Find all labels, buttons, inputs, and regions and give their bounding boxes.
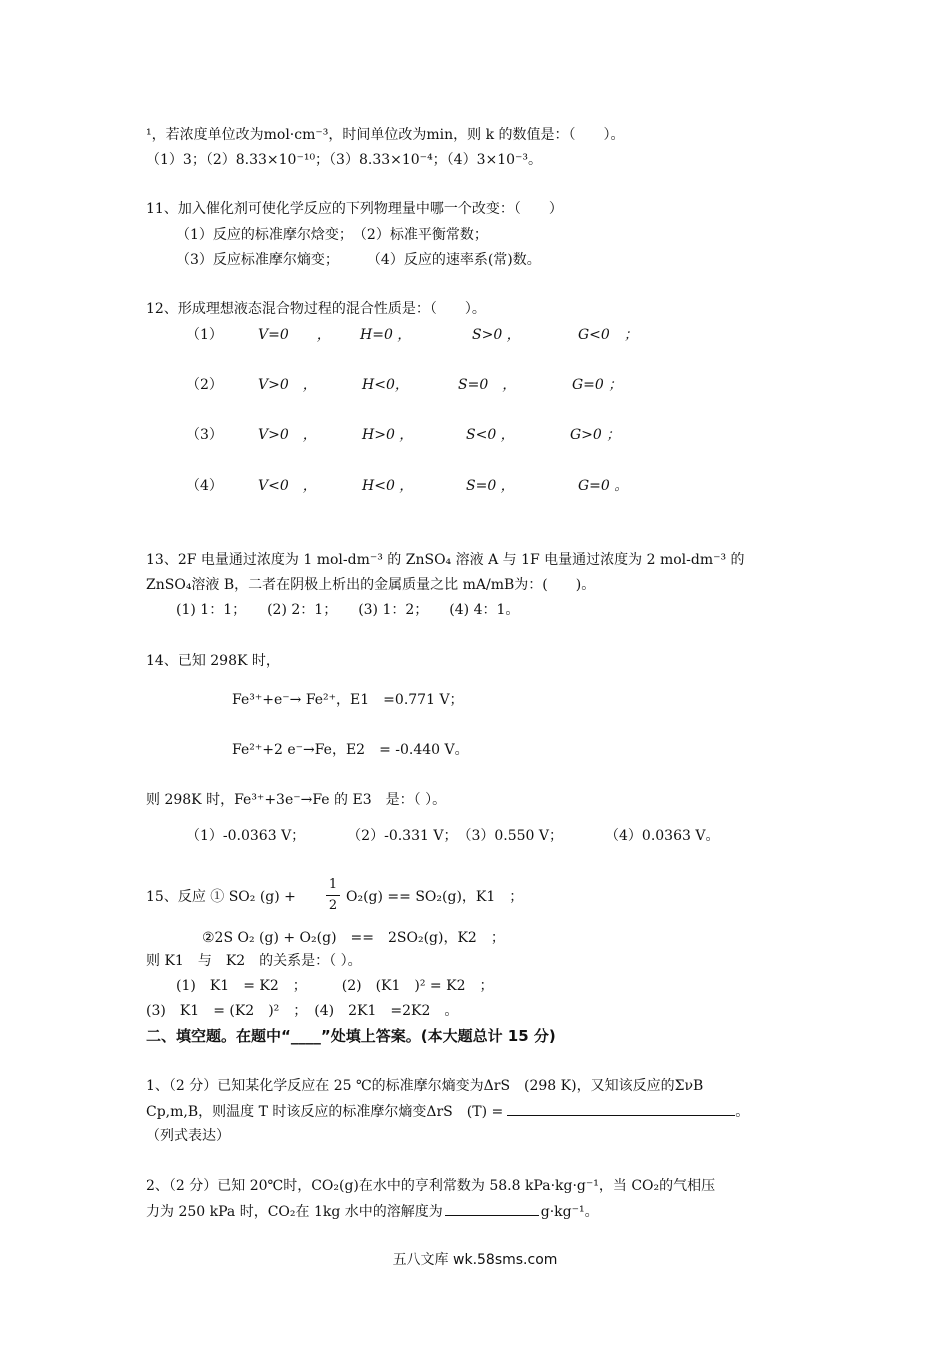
q12-row1-s: S>0 ，	[472, 327, 521, 343]
q12-row4-s: S=0 ，	[466, 478, 515, 494]
fill2-line1: 2、（2 分）已知 20℃时，CO₂(g)在水中的亨利常数为 58.8 kPa·kg·g⁻¹，当 CO₂的气相压	[146, 1178, 716, 1194]
q10-options: （1）3；（2）8.33×10⁻¹⁰；（3）8.33×10⁻⁴；（4）3×10⁻³。	[146, 152, 543, 168]
q11-options-b: （3）反应标准摩尔熵变； （4）反应的速率系(常)数。	[176, 252, 541, 268]
q11-stem: 11、加入催化剂可使化学反应的下列物理量中哪一个改变：（ ）	[146, 201, 563, 217]
q13-line2: ZnSO₄溶液 B，二者在阴极上析出的金属质量之比 mA/mB为：( )。	[146, 577, 596, 593]
q12-row2-v: V>0 ，	[258, 377, 317, 393]
fill2-line2-end: g·kg⁻¹。	[540, 1204, 599, 1220]
fill1-line2-text: Cp,m,B，则温度 T 时该反应的标准摩尔熵变ΔrS (T) =	[146, 1104, 504, 1120]
fill1-line2-end: 。	[735, 1104, 750, 1120]
fraction-denominator: 2	[328, 898, 338, 913]
q13-options: (1) 1：1； (2) 2：1； (3) 1：2； (4) 4：1。	[176, 602, 520, 618]
q12-row2-s: S=0 ，	[458, 377, 517, 393]
q12-row2-g: G=0 ；	[572, 377, 623, 393]
q13-line1: 13、2F 电量通过浓度为 1 mol-dm⁻³ 的 ZnSO₄ 溶液 A 与 1F 电量通过浓度为 2 mol-dm⁻³ 的	[146, 552, 745, 568]
q14-question: 则 298K 时，Fe³⁺+3e⁻→Fe 的 E3 是：（ ）。	[146, 792, 447, 808]
q12-row4-h: H<0 ，	[362, 478, 414, 494]
q14-equation-2: Fe²⁺+2 e⁻→Fe，E2 = -0.440 V。	[232, 742, 469, 758]
q12-row1-label: （1）	[186, 327, 223, 343]
q14-equation-1: Fe³⁺+e⁻→ Fe²⁺，E1 =0.771 V；	[232, 692, 464, 708]
q12-row1-h: H=0 ，	[360, 327, 412, 343]
q12-row3-label: （3）	[186, 427, 223, 443]
q15-options-b: (3) K1 = (K2 )² ； (4) 2K1 =2K2 。	[146, 1003, 459, 1019]
q12-row4-g: G=0 。	[578, 478, 629, 494]
footer-watermark: 五八文库 wk.58sms.com	[392, 1252, 558, 1268]
q15-question: 则 K1 与 K2 的关系是：（ ）。	[146, 953, 362, 969]
fraction-bar	[326, 895, 340, 896]
q15-options-a: (1) K1 = K2 ； (2) (K1 )² = K2 ；	[176, 978, 494, 994]
fraction-numerator: 1	[328, 877, 338, 892]
fill1-line1: 1、（2 分）已知某化学反应在 25 ℃的标准摩尔熵变为ΔrS (298 K)，又知该反应的ΣνB	[146, 1078, 704, 1094]
q15-line2: ②2S O₂ (g) + O₂(g) == 2SO₂(g)，K2 ；	[202, 930, 505, 946]
q10-line1: ¹，若浓度单位改为mol·cm⁻³，时间单位改为min，则 k 的数值是：（ ）。	[146, 127, 625, 143]
q12-row1-v: V=0 ，	[258, 327, 331, 343]
fill1-line3: （列式表达）	[146, 1128, 230, 1144]
q12-row3-v: V>0 ，	[258, 427, 317, 443]
q14-stem: 14、已知 298K 时，	[146, 653, 280, 669]
fill2-line2	[146, 1201, 599, 1222]
q12-row1-g: G<0 ；	[578, 327, 638, 343]
q15-line1-end: O₂(g) == SO₂(g)，K1 ；	[346, 889, 524, 905]
answer-blank-2[interactable]	[445, 1201, 539, 1216]
q12-row3-s: S<0 ，	[466, 427, 515, 443]
q14-options: （1）-0.0363 V； （2）-0.331 V； （3）0.550 V； （4）0.0363 V。	[186, 828, 720, 844]
answer-blank-1[interactable]	[507, 1101, 735, 1116]
q12-row3-g: G>0 ；	[570, 427, 621, 443]
section-heading: 二、填空题。在题中“____”处填上答案。(本大题总计 15 分)	[146, 1027, 556, 1045]
q12-row2-h: H<0，	[362, 377, 409, 393]
q12-stem: 12、形成理想液态混合物过程的混合性质是：（ ）。	[146, 301, 486, 317]
q15-line1-start: 15、反应 ① SO₂ (g) +	[146, 889, 296, 905]
q12-row4-v: V<0 ，	[258, 478, 317, 494]
q11-options-a: （1）反应的标准摩尔焓变； （2）标准平衡常数；	[176, 227, 488, 243]
q12-row3-h: H>0 ，	[362, 427, 414, 443]
fill2-line2-text: 力为 250 kPa 时，CO₂在 1kg 水中的溶解度为	[146, 1204, 443, 1220]
q12-row2-label: （2）	[186, 377, 223, 393]
q12-row4-label: （4）	[186, 478, 223, 494]
fill1-line2	[146, 1101, 749, 1122]
